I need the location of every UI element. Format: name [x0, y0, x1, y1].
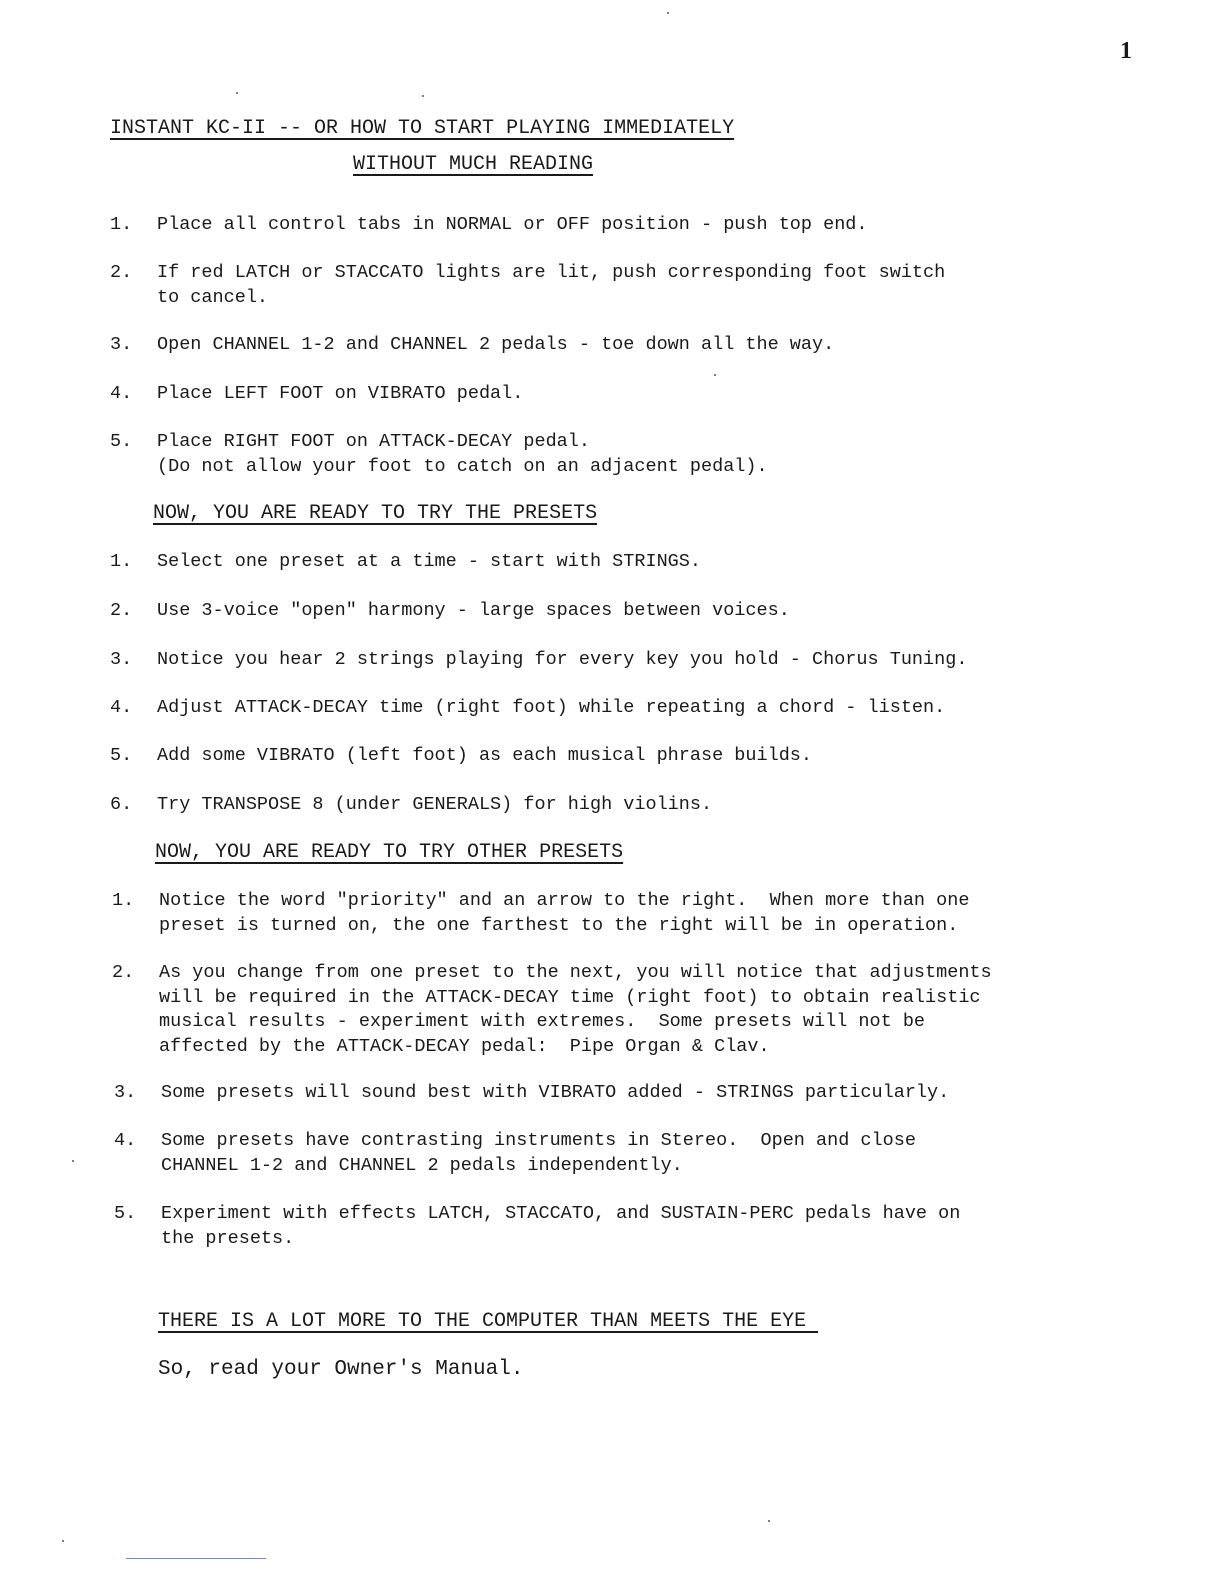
step-number: 5.	[110, 431, 133, 452]
scan-speck	[422, 95, 424, 97]
step-number: 5.	[110, 745, 133, 766]
step-text: Some presets have contrasting instruments in Stereo. Open and close	[161, 1130, 916, 1151]
step-number: 5.	[114, 1203, 137, 1224]
step-number: 1.	[110, 214, 133, 235]
step-text: Place RIGHT FOOT on ATTACK-DECAY pedal.	[157, 431, 590, 452]
step-text: Experiment with effects LATCH, STACCATO, and SUSTAIN-PERC pedals have on	[161, 1203, 961, 1224]
step-number: 3.	[110, 649, 133, 670]
step-number: 3.	[110, 334, 133, 355]
step-text: affected by the ATTACK-DECAY pedal: Pipe Organ & Clav.	[159, 1035, 770, 1057]
step-text: the presets.	[161, 1227, 295, 1249]
scan-speck	[667, 12, 669, 14]
scan-speck	[62, 1540, 64, 1542]
scan-speck	[714, 374, 716, 376]
step-number: 2.	[110, 262, 133, 283]
step-text: Open CHANNEL 1-2 and CHANNEL 2 pedals - toe down all the way.	[157, 334, 835, 355]
step-number: 1.	[112, 890, 135, 911]
scan-speck	[768, 1520, 770, 1522]
step-text: Notice you hear 2 strings playing for every key you hold - Chorus Tuning.	[157, 649, 968, 670]
scan-speck	[236, 92, 238, 94]
step-text: Notice the word "priority" and an arrow to the right. When more than one	[159, 890, 970, 911]
step-number: 4.	[110, 383, 133, 404]
step-number: 2.	[112, 962, 135, 983]
step-text: preset is turned on, the one farthest to the right will be in operation.	[159, 914, 959, 936]
step-number: 2.	[110, 600, 133, 621]
step-text: Add some VIBRATO (left foot) as each musical phrase builds.	[157, 745, 813, 766]
document-title-line-1: INSTANT KC-II -- OR HOW TO START PLAYING IMMEDIATELY	[110, 117, 735, 140]
step-number: 4.	[114, 1130, 137, 1151]
step-text: Use 3-voice "open" harmony - large spaces between voices.	[157, 600, 790, 621]
heading-try-presets: NOW, YOU ARE READY TO TRY THE PRESETS	[153, 502, 598, 525]
step-text: CHANNEL 1-2 and CHANNEL 2 pedals independently.	[161, 1154, 683, 1176]
step-text: (Do not allow your foot to catch on an adjacent pedal).	[157, 455, 768, 477]
step-text: As you change from one preset to the next, you will notice that adjustments	[159, 962, 992, 983]
heading-try-other-presets: NOW, YOU ARE READY TO TRY OTHER PRESETS	[155, 841, 624, 864]
document-title-line-2: WITHOUT MUCH READING	[353, 153, 594, 176]
page-number: 1	[1120, 38, 1132, 64]
step-number: 4.	[110, 697, 133, 718]
step-text: will be required in the ATTACK-DECAY time (right foot) to obtain realistic	[159, 986, 981, 1008]
step-text: musical results - experiment with extremes. Some presets will not be	[159, 1011, 926, 1032]
scan-artifact-line	[126, 1558, 266, 1559]
step-text: Adjust ATTACK-DECAY time (right foot) while repeating a chord - listen.	[157, 697, 946, 718]
step-number: 6.	[110, 794, 133, 815]
scan-speck	[72, 1160, 74, 1162]
heading-more-than-meets-eye: THERE IS A LOT MORE TO THE COMPUTER THAN MEETS THE EYE	[158, 1310, 819, 1333]
step-text: Try TRANSPOSE 8 (under GENERALS) for high violins.	[157, 794, 713, 815]
step-text: Select one preset at a time - start with STRINGS.	[157, 551, 701, 572]
closing-line: So, read your Owner's Manual.	[158, 1358, 524, 1381]
step-text: Place LEFT FOOT on VIBRATO pedal.	[157, 383, 524, 404]
step-text: If red LATCH or STACCATO lights are lit, push corresponding foot switch	[157, 262, 946, 283]
step-number: 1.	[110, 551, 133, 572]
step-text: to cancel.	[157, 286, 269, 308]
step-text: Some presets will sound best with VIBRATO added - STRINGS particularly.	[161, 1082, 950, 1103]
step-number: 3.	[114, 1082, 137, 1103]
step-text: Place all control tabs in NORMAL or OFF position - push top end.	[157, 214, 868, 235]
